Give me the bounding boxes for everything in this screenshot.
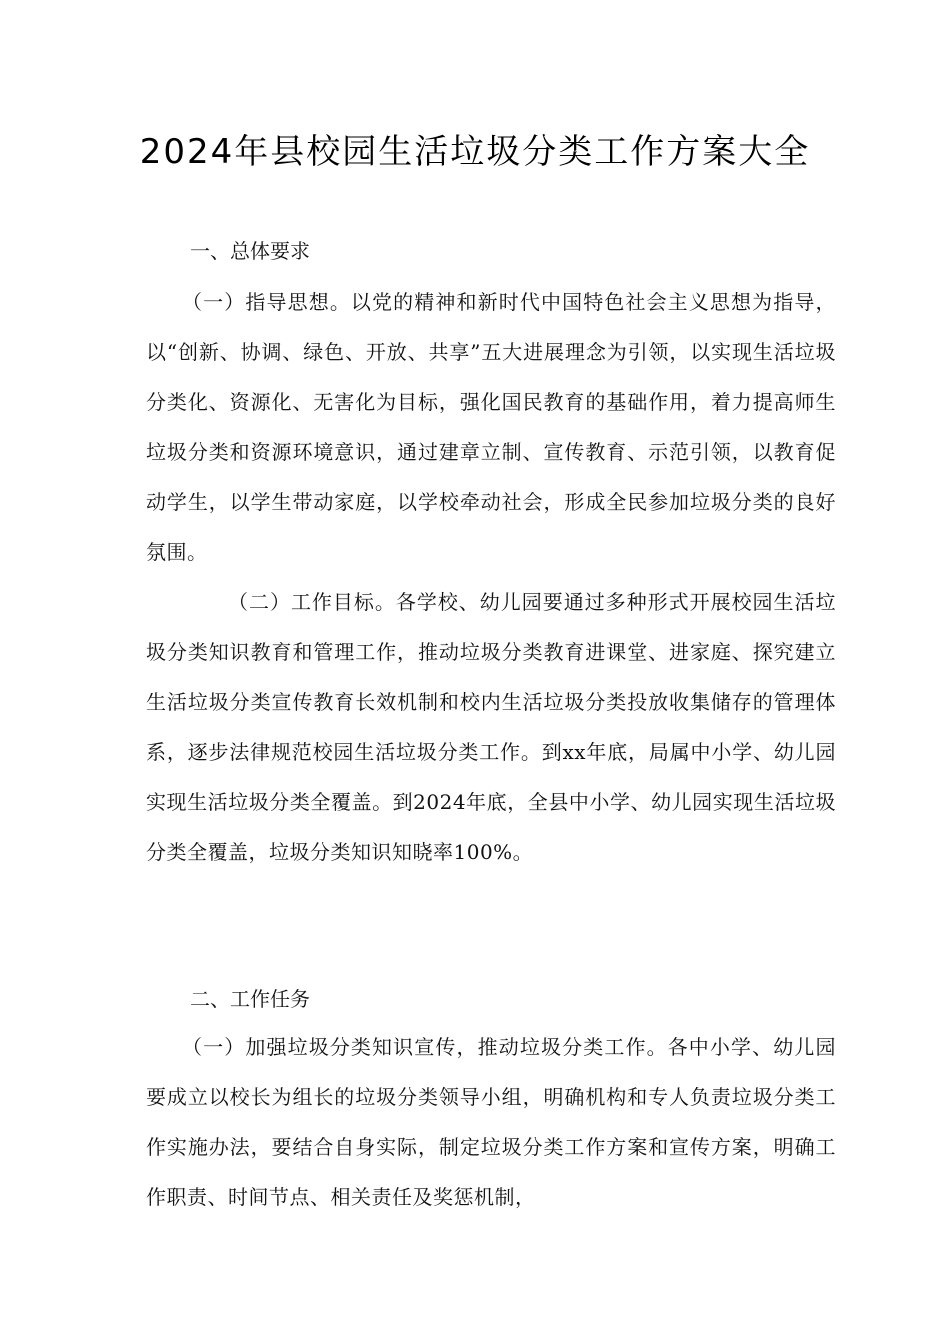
document-title: 2024年县校园生活垃圾分类工作方案大全	[139, 132, 811, 172]
section-heading-work-tasks: 二、工作任务	[190, 987, 310, 1011]
section-heading-general-requirements: 一、总体要求	[190, 239, 310, 263]
paragraph-guiding-ideology: （一）指导思想。以党的精神和新时代中国特色社会主义思想为指导，以“创新、协调、绿色、开放、共享”五大进展理念为引领，以实现生活垃圾分类化、资源化、无害化为目标，强化国民教育的基础作用，着力提高师生垃圾分类和资源环境意识，通过建章立制、宣传教育、示范引领，以教育促动学生，以学生带动家庭，以学校牵动社会，形成全民参加垃圾分类的良好氛围。	[146, 290, 836, 564]
paragraph-strengthen-publicity: （一）加强垃圾分类知识宣传，推动垃圾分类工作。各中小学、幼儿园要成立以校长为组长的垃圾分类领导小组，明确机构和专人负责垃圾分类工作实施办法，要结合自身实际，制定垃圾分类工作方案和宣传方案，明确工作职责、时间节点、相关责任及奖惩机制，	[146, 1035, 836, 1209]
paragraph-work-goals: （二）工作目标。各学校、幼儿园要通过多种形式开展校园生活垃圾分类知识教育和管理工作，推动垃圾分类教育进课堂、进家庭、探究建立生活垃圾分类宣传教育长效机制和校内生活垃圾分类投放收集储存的管理体系，逐步法律规范校园生活垃圾分类工作。到xx年底，局属中小学、幼儿园实现生活垃圾分类全覆盖。到2024年底，全县中小学、幼儿园实现生活垃圾分类全覆盖，垃圾分类知识知晓率100%。	[146, 590, 836, 864]
